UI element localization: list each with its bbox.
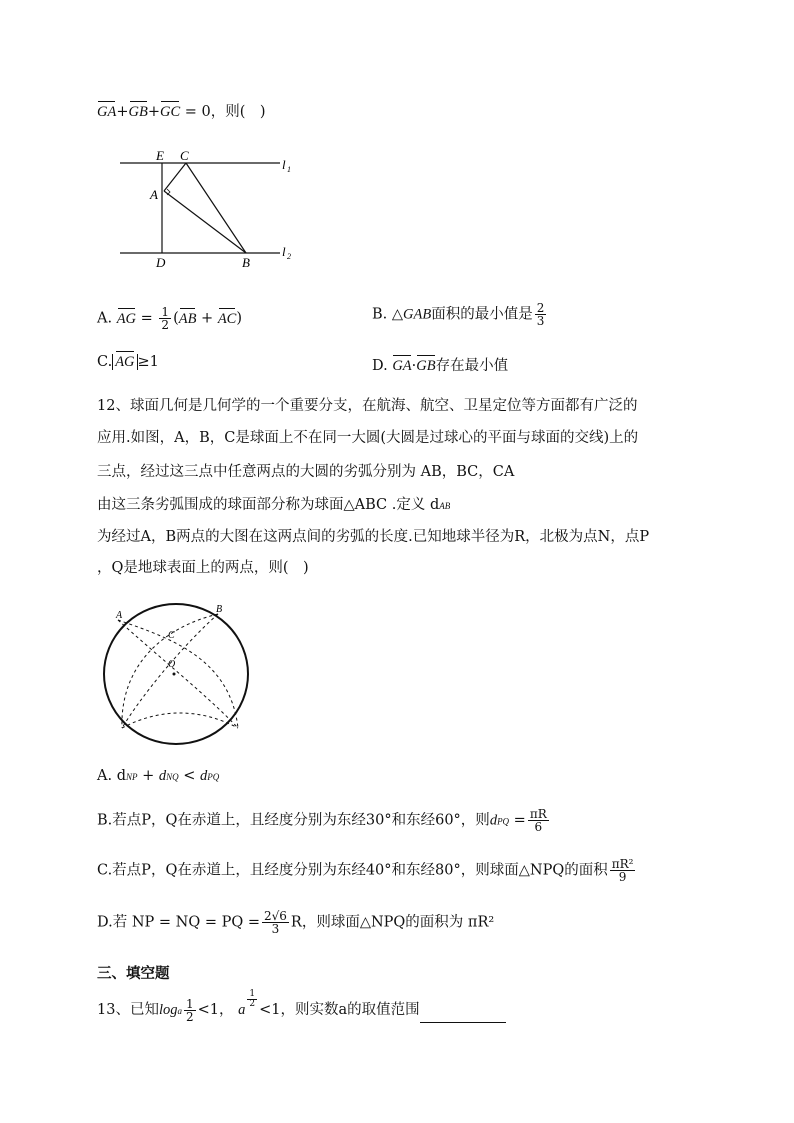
label-l1: l	[282, 157, 286, 172]
q11-option-b: B. △GAB面积的最小值是 $\frac{2}{3}$	[372, 301, 545, 328]
label-a: A	[150, 187, 158, 202]
q11-geometry-diagram	[110, 145, 300, 270]
q12-line-2: 应用.如图，A，B，C是球面上不在同一大圆(大圆是过球心的平面与球面的交线)上的	[97, 430, 639, 446]
q12-option-a: A. dNP + dNQ < dPQ	[97, 768, 220, 784]
great-circle-1	[118, 620, 238, 728]
center-point	[173, 673, 176, 676]
q12-line-5: 为经过A，B两点的大图在这两点间的劣弧的长度.已知地球半径为R，北极为点N，点P	[97, 529, 650, 545]
q11-option-a: A. AG = $\frac{1}{2}$ (AB + AC)	[97, 305, 243, 332]
answer-blank[interactable]	[420, 1008, 506, 1023]
q12-line-6: ，Q是地球表面上的两点，则( )	[97, 560, 309, 576]
label-o: O	[168, 659, 176, 670]
q11-stem: GA+GB+GC = 0，则( )	[97, 104, 266, 120]
q12-option-c: C.若点P，Q在赤道上，且经度分别为东经40°和东经80°，则球面△NPQ的面积 $\frac{\text{πR²}}{9}$	[97, 857, 634, 884]
label-a: A	[116, 610, 123, 621]
label-l1-sub: 1	[287, 165, 291, 174]
label-d: D	[156, 255, 166, 270]
q12-line-1: 12、球面几何是几何学的一个重要分支，在航海、航空、卫星定位等方面都有广泛的	[97, 398, 638, 414]
q11-option-c: C. AG ≥1	[97, 354, 159, 370]
q12-line-3: 三点，经过这三点中任意两点的大圆的劣弧分别为 AB，BC，CA	[97, 464, 515, 480]
segment-ca	[164, 163, 186, 191]
label-e: E	[156, 148, 164, 163]
q12-option-b: B.若点P，Q在赤道上，且经度分别为东经30°和东经60°，则dPQ = $\frac{\pi R}{6}$	[97, 807, 547, 834]
segment-cb	[186, 163, 246, 253]
label-l2-sub: 2	[287, 252, 291, 261]
q12-sphere-diagram	[100, 598, 258, 748]
q11-option-d: D. GA·GB存在最小值	[372, 358, 509, 374]
label-b: B	[216, 604, 223, 615]
label-c: C	[168, 630, 175, 641]
q12-line-4: 由这三条劣弧围成的球面部分称为球面△ABC .定义 dAB	[97, 497, 451, 513]
label-l2: l	[282, 244, 286, 259]
q13-line: 13、已知loga $\frac{1}{2}$ <1， a $^{\frac{1}{2}}$ <1，则实数a的取值范围	[97, 990, 506, 1023]
q12-option-d: D.若 NP = NQ = PQ = $\frac{2√6}{3}$ R，则球面△NPQ的面积为 πR²	[97, 909, 495, 936]
segment-ab	[164, 191, 246, 253]
section-heading: 三、填空题	[97, 966, 170, 982]
great-circle-5	[122, 713, 238, 728]
label-b: B	[242, 255, 250, 270]
label-c: C	[180, 148, 189, 163]
